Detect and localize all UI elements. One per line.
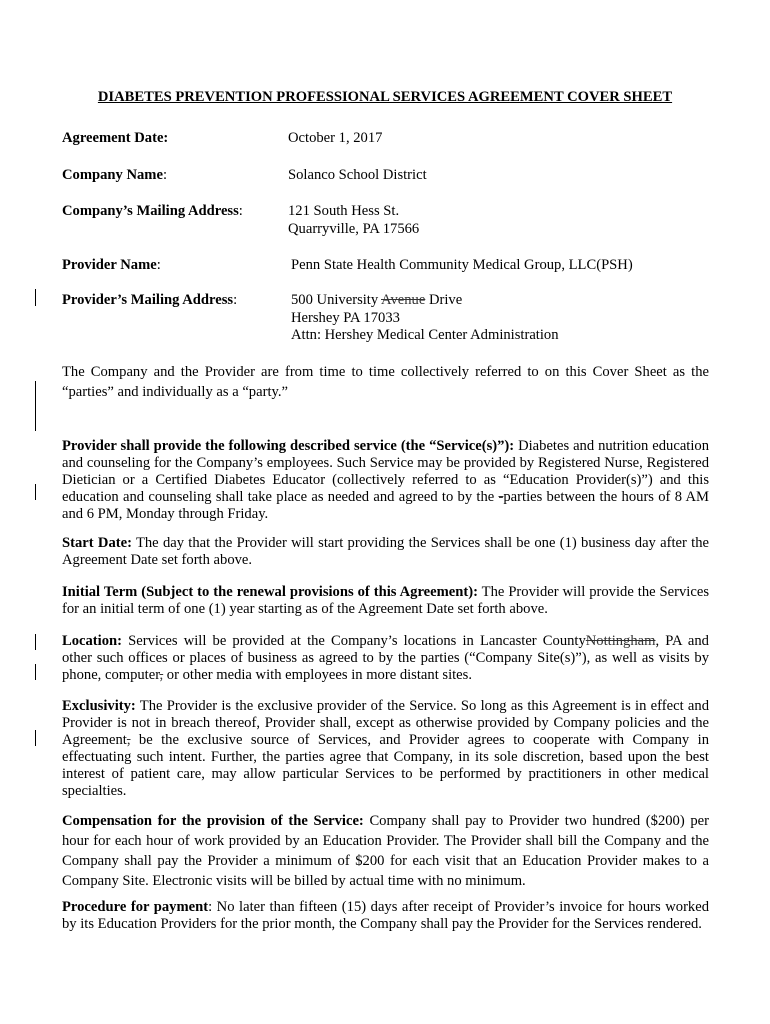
services-paragraph <box>62 438 709 523</box>
provider-address-street-suffix: Drive <box>425 292 463 308</box>
change-bar-parties <box>35 381 36 431</box>
services-heading: Provider shall provide the following described service (the “Service(s)”): <box>62 438 515 454</box>
change-bar-services <box>35 484 36 500</box>
start-date-paragraph <box>62 535 709 569</box>
location-text: Services will be provided at the Company’s locations in Lancaster County <box>122 633 586 649</box>
location-paragraph <box>62 633 709 684</box>
services-deleted-text: - <box>498 489 504 505</box>
company-name-value: Solanco School District <box>288 167 427 183</box>
provider-address-deleted-text: Avenue <box>381 292 426 308</box>
agreement-date-value: October 1, 2017 <box>288 130 383 146</box>
provider-address-label-colon: : <box>233 292 238 308</box>
change-bar-location-2 <box>35 664 36 680</box>
provider-name-value: Penn State Health Community Medical Group, LLC(PSH) <box>291 257 633 273</box>
provider-address-street: 500 University <box>291 292 381 308</box>
change-bar-provider-address <box>35 289 36 306</box>
provider-address-line3: Attn: Hershey Medical Center Administration <box>291 327 559 343</box>
exclusivity-heading: Exclusivity: <box>62 698 136 714</box>
agreement-date-label: Agreement Date: <box>62 130 169 146</box>
company-name-label-colon: : <box>162 167 168 183</box>
location-text-mid: , PA and other such offices or places of business as agreed to by the parties (“Company Site(s)”), as well as visits by phone, computer <box>62 633 709 683</box>
parties-paragraph: The Company and the Provider are from time to time collectively referred to on this Cover Sheet as the “parties” and individually as a “party.” <box>62 364 709 400</box>
company-name-label-text: Company Name <box>62 167 163 183</box>
start-date-heading: Start Date: <box>62 535 132 551</box>
provider-address-label-text: Provider’s Mailing Address <box>62 292 234 308</box>
provider-address-line1 <box>291 292 462 309</box>
provider-address-label <box>62 292 237 309</box>
company-address-line1: 121 South Hess St. <box>288 203 400 219</box>
services-text: Diabetes and nutrition education and counseling for the Company’s employees. Such Service may be provided by Registered Nurse, Registered Dietician or a Certified Diabetes Educator (collectively referred to as “Education Provider(s)”) and this education and counseling shall take place as needed and agreed to by the <box>62 438 709 505</box>
company-address-line2: Quarryville, PA 17566 <box>288 221 420 237</box>
procedure-paragraph <box>62 899 709 933</box>
exclusivity-text: The Provider is the exclusive provider of the Service. So long as this Agreement is in effect and Provider is not in breach thereof, Provider shall, except as otherwise provided by Company policies and the Agreement <box>62 698 709 748</box>
change-bar-location-1 <box>35 634 36 650</box>
start-date-text: The day that the Provider will start providing the Services shall be one (1) business day after the Agreement Date set forth above. <box>62 535 709 568</box>
exclusivity-deleted-comma: , <box>126 732 131 748</box>
initial-term-heading: Initial Term (Subject to the renewal provisions of this Agreement): <box>62 584 478 600</box>
services-text-end: parties between the hours of 8 AM and 6 PM, Monday through Friday. <box>62 489 709 522</box>
company-address-label <box>62 203 243 220</box>
procedure-text: : No later than fifteen (15) days after receipt of Provider’s invoice for hours worked by its Education Providers for the prior month, the Company shall pay the Provider for the Services rendered. <box>62 899 709 932</box>
company-address-label-colon: : <box>238 203 243 219</box>
provider-name-label <box>62 257 161 274</box>
procedure-heading: Procedure for payment <box>62 899 209 915</box>
company-name-label <box>62 167 167 184</box>
location-text-end: or other media with employees in more distant sites. <box>163 667 472 683</box>
location-deleted-comma: , <box>159 667 164 683</box>
location-heading: Location: <box>62 633 122 649</box>
change-bar-exclusivity <box>35 730 36 746</box>
initial-term-paragraph <box>62 584 709 618</box>
provider-name-label-text: Provider Name <box>62 257 157 273</box>
provider-address-line2: Hershey PA 17033 <box>291 310 400 326</box>
compensation-paragraph <box>62 811 709 891</box>
compensation-text: Company shall pay to Provider two hundred ($200) per hour for each hour of work provided by an Education Provider. The Provider shall bill the Company and the Company shall pay the Provider a minimum of $200 for each visit that an Education Provider makes to a Company Site. Electronic visits will be billed by actual time with no minimum. <box>62 813 709 889</box>
document-title: DIABETES PREVENTION PROFESSIONAL SERVICES AGREEMENT COVER SHEET <box>97 89 673 105</box>
location-deleted-text: Nottingham <box>585 633 656 649</box>
compensation-heading: Compensation for the provision of the Service: <box>62 813 364 829</box>
exclusivity-text-end: be the exclusive source of Services, and Provider agrees to cooperate with Company in effectuating such intent. Further, the parties agree that Company, in its sole discretion, based upon the best interest of patient care, may allow particular Services to be performed by practitioners in other medical specialties. <box>62 732 709 799</box>
exclusivity-paragraph <box>62 698 709 800</box>
initial-term-text: The Provider will provide the Services for an initial term of one (1) year starting as of the Agreement Date set forth above. <box>62 584 709 617</box>
provider-name-label-colon: : <box>156 257 161 273</box>
company-address-label-text: Company’s Mailing Address <box>62 203 239 219</box>
